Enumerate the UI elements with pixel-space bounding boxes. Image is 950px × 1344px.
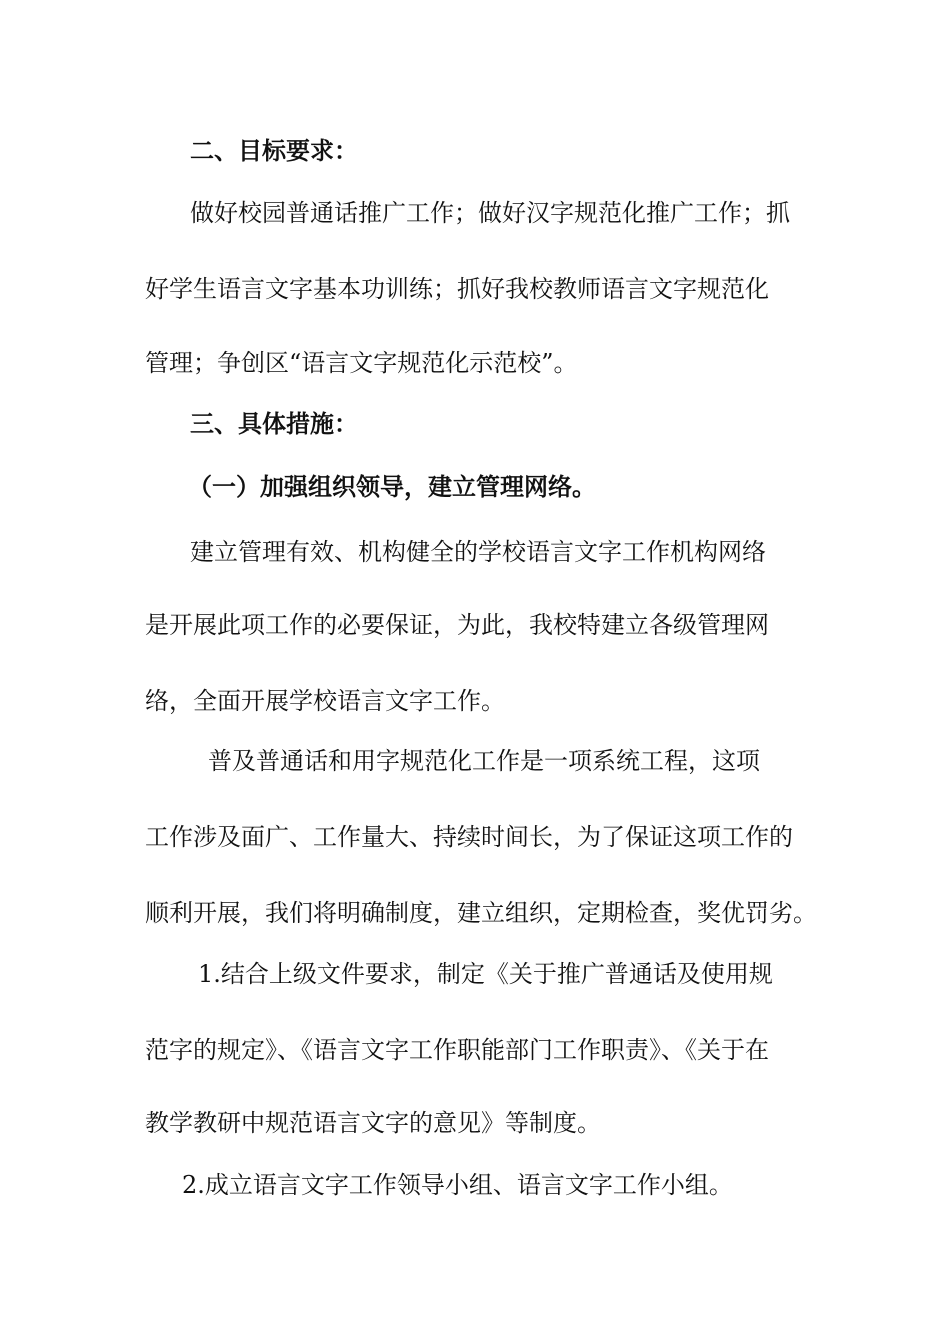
subheading-organization: （一）加强组织领导，建立管理网络。 <box>188 473 596 501</box>
heading-goals: 二、目标要求： <box>190 137 358 165</box>
paragraph-line: 好学生语言文字基本功训练；抓好我校教师语言文字规范化 <box>145 275 769 303</box>
paragraph-line: 教学教研中规范语言文字的意见》等制度。 <box>145 1109 601 1137</box>
list-item: 1.结合上级文件要求，制定《关于推广普通话及使用规 <box>198 960 773 988</box>
paragraph-line: 络，全面开展学校语言文字工作。 <box>145 687 505 715</box>
heading-measures: 三、具体措施： <box>190 410 358 438</box>
paragraph-line: 范字的规定》、《语言文字工作职能部门工作职责》、《关于在 <box>145 1036 769 1064</box>
paragraph-line: 管理；争创区“语言文字规范化示范校”。 <box>145 349 578 377</box>
paragraph-line: 普及普通话和用字规范化工作是一项系统工程，这项 <box>208 747 760 775</box>
list-item: 2.成立语言文字工作领导小组、语言文字工作小组。 <box>182 1171 733 1199</box>
paragraph-line: 做好校园普通话推广工作；做好汉字规范化推广工作；抓 <box>190 199 790 227</box>
paragraph-line: 建立管理有效、机构健全的学校语言文字工作机构网络 <box>190 538 766 566</box>
paragraph-line: 是开展此项工作的必要保证，为此，我校特建立各级管理网 <box>145 611 769 639</box>
paragraph-line: 顺利开展，我们将明确制度，建立组织，定期检查，奖优罚劣。 <box>145 899 817 927</box>
paragraph-line: 工作涉及面广、工作量大、持续时间长，为了保证这项工作的 <box>145 823 793 851</box>
